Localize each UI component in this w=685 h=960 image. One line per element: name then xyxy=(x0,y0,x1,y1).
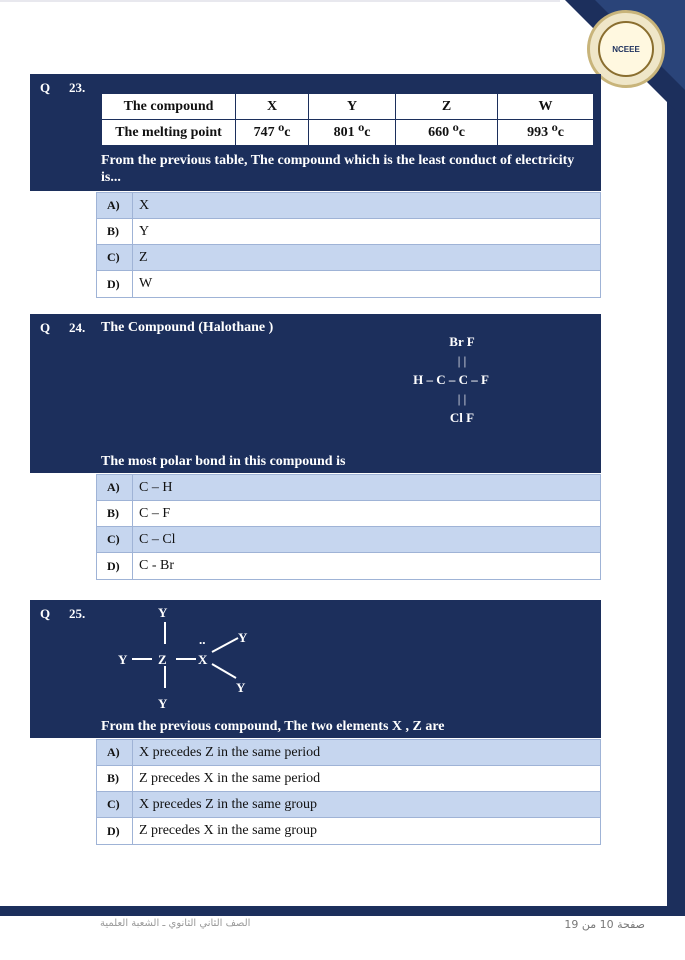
structure-top-row: Br F xyxy=(449,334,475,349)
option-letter: A) xyxy=(97,740,133,765)
q23-number: 23. xyxy=(69,80,86,95)
footer-page-number: صفحة 10 من 19 xyxy=(564,918,645,931)
table-cell: The melting point xyxy=(102,120,236,146)
q24-number: 24. xyxy=(69,320,86,335)
q24-label: Q xyxy=(40,320,51,335)
option-a[interactable] xyxy=(97,193,600,219)
atom-arm-y1: Y xyxy=(238,630,248,645)
option-d[interactable] xyxy=(97,553,600,579)
q25-label: Q xyxy=(40,606,51,621)
table-cell: 747 ⁰c xyxy=(236,120,309,146)
footer-grade-label: الصف الثاني الثانوي ـ الشعبة العلمية xyxy=(100,918,251,929)
table-cell: The compound xyxy=(102,94,236,120)
halothane-structure xyxy=(396,332,506,427)
option-text: C - Br xyxy=(139,558,174,573)
option-text: C – Cl xyxy=(139,531,176,547)
lone-pair-dots: .. xyxy=(199,632,206,647)
q23-label: Q xyxy=(40,80,51,95)
option-c[interactable] xyxy=(97,527,600,553)
option-letter: B) xyxy=(97,501,133,526)
bottom-border-bar xyxy=(0,906,685,916)
option-d[interactable] xyxy=(97,818,600,844)
option-text: C – H xyxy=(139,479,173,495)
table-cell: X xyxy=(236,94,309,120)
table-cell: Y xyxy=(309,94,396,120)
option-letter: D) xyxy=(97,271,133,297)
q24-title: The Compound (Halothane ) xyxy=(101,320,274,335)
option-text: Z precedes X in the same period xyxy=(139,770,321,786)
q23-options xyxy=(96,192,601,298)
option-letter: A) xyxy=(97,193,133,218)
option-letter: B) xyxy=(97,766,133,791)
option-letter: D) xyxy=(97,818,133,844)
atom-center-z: Z xyxy=(158,652,167,667)
option-text: X xyxy=(139,197,150,213)
table-cell: 801 ⁰c xyxy=(309,120,396,146)
top-line xyxy=(0,0,560,2)
q25-structure xyxy=(110,600,280,712)
option-text: X precedes Z in the same period xyxy=(139,744,321,760)
option-text: Z xyxy=(139,249,148,265)
atom-top-y: Y xyxy=(158,605,168,620)
option-b[interactable] xyxy=(97,501,600,527)
option-text: Y xyxy=(139,223,150,239)
melting-point-table xyxy=(101,93,594,146)
table-cell: Z xyxy=(396,94,498,120)
option-text: W xyxy=(139,276,153,291)
option-b[interactable] xyxy=(97,219,600,245)
q23-question: From the previous table, The compound which is the least conduct of electricity is... xyxy=(101,153,575,185)
option-a[interactable] xyxy=(97,740,600,766)
atom-arm-y2: Y xyxy=(236,680,246,695)
table-cell: 993 ⁰c xyxy=(498,120,594,146)
option-letter: C) xyxy=(97,527,133,552)
q25-question: From the previous compound, The two elements X , Z are xyxy=(101,719,445,734)
q25-options xyxy=(96,739,601,845)
option-letter: A) xyxy=(97,475,133,500)
atom-bottom-y: Y xyxy=(158,696,168,711)
atom-left-y: Y xyxy=(118,652,128,667)
structure-bonds-bottom: | | xyxy=(457,391,467,406)
q25-number: 25. xyxy=(69,606,86,621)
option-letter: C) xyxy=(97,245,133,270)
option-b[interactable] xyxy=(97,766,600,792)
q24-options xyxy=(96,474,601,580)
table-cell: W xyxy=(498,94,594,120)
option-text: Z precedes X in the same group xyxy=(139,823,318,838)
table-cell: 660 ⁰c xyxy=(396,120,498,146)
structure-bonds-top: | | xyxy=(457,353,467,368)
q24-header-block xyxy=(30,314,601,473)
option-letter: C) xyxy=(97,792,133,817)
table-row xyxy=(102,94,594,120)
q24-question: The most polar bond in this compound is xyxy=(101,454,346,469)
option-c[interactable] xyxy=(97,792,600,818)
option-d[interactable] xyxy=(97,271,600,297)
option-letter: D) xyxy=(97,553,133,579)
option-letter: B) xyxy=(97,219,133,244)
seal-text: NCEEE xyxy=(612,44,640,54)
option-c[interactable] xyxy=(97,245,600,271)
option-text: C – F xyxy=(139,505,171,521)
structure-middle-row: H – C – C – F xyxy=(413,372,489,387)
right-border-bar xyxy=(667,0,685,912)
option-a[interactable] xyxy=(97,475,600,501)
atom-right-x: X xyxy=(198,652,208,667)
structure-bottom-row: Cl F xyxy=(449,410,475,425)
table-row xyxy=(102,120,594,146)
option-text: X precedes Z in the same group xyxy=(139,796,318,812)
